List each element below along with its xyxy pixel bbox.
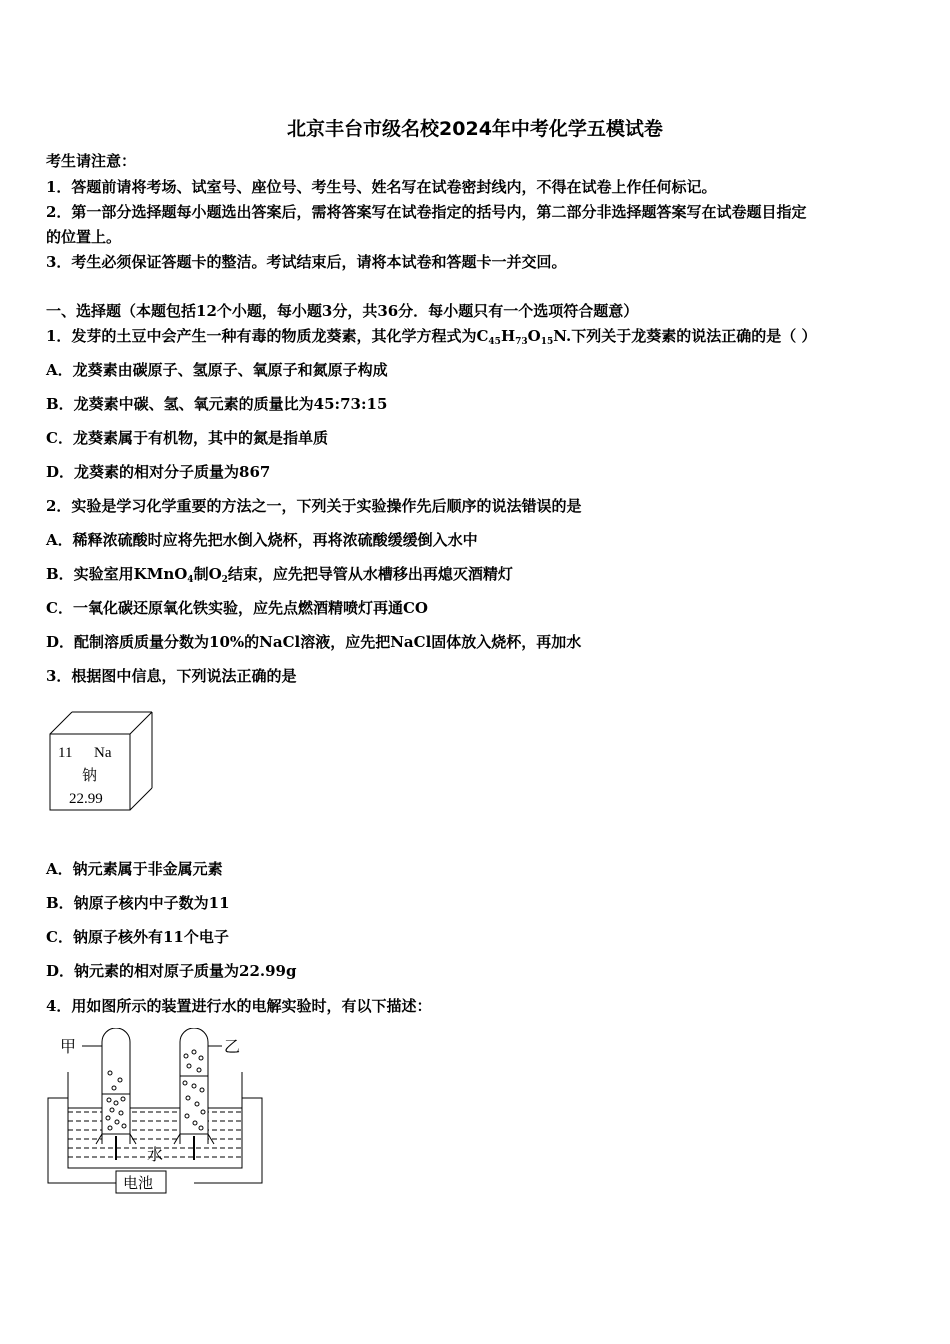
notice-heading: 考生请注意： xyxy=(46,152,137,170)
q3-option-c: C．钠原子核外有11个电子 xyxy=(46,928,229,946)
notice-item-2: 2．第一部分选择题每小题选出答案后，需将答案写在试卷指定的括号内，第二部分非选择题答案写在试卷题目指定 xyxy=(46,203,807,221)
q2-option-d: D．配制溶质质量分数为10%的NaCl溶液，应先把NaCl固体放入烧杯，再加水 xyxy=(46,633,582,651)
q4-stem: 4．用如图所示的装置进行水的电解实验时，有以下描述： xyxy=(46,997,432,1015)
battery-label: 电池 xyxy=(123,1174,154,1192)
q3-option-b: B．钠原子核内中子数为11 xyxy=(46,894,230,912)
q1-option-a: A．龙葵素由碳原子、氢原子、氧原子和氮原子构成 xyxy=(46,361,388,379)
q3-option-a: A．钠元素属于非金属元素 xyxy=(46,860,223,878)
q2-option-a: A．稀释浓硫酸时应将先把水倒入烧杯，再将浓硫酸缓缓倒入水中 xyxy=(46,531,478,549)
element-atomic-mass: 22.99 xyxy=(69,791,103,807)
water-label: 水 xyxy=(147,1145,164,1164)
q2-option-b: B．实验室用KMnO$_4$制$O_2$结束，应先把导管从水槽移出再熄灭酒精灯 xyxy=(46,565,513,585)
left-tube-label: 甲 xyxy=(60,1037,77,1056)
element-name: 钠 xyxy=(82,768,98,784)
notice-item-1: 1．答题前请将考场、试室号、座位号、考生号、姓名写在试卷密封线内，不得在试卷上作任何标记。 xyxy=(46,178,717,196)
q3-stem: 3．根据图中信息，下列说法正确的是 xyxy=(46,667,297,685)
q2-stem: 2．实验是学习化学重要的方法之一，下列关于实验操作先后顺序的说法错误的是 xyxy=(46,497,582,515)
notice-item-2-cont: 的位置上。 xyxy=(46,228,122,246)
sodium-element-card xyxy=(44,708,159,816)
section-heading: 一、选择题（本题包括12个小题，每小题3分，共36分．每小题只有一个选项符合题意） xyxy=(46,302,639,320)
exam-title: 北京丰台市级名校2024年中考化学五模试卷 xyxy=(287,118,663,140)
element-atomic-number: 11 xyxy=(58,745,73,761)
right-tube-label: 乙 xyxy=(224,1037,241,1056)
q1-stem: 1．发芽的土豆中会产生一种有毒的物质龙葵素，其化学方程式为$C_{45}H_{73}O_{15}N$.下列关于龙葵素的说法正确的是（ ） xyxy=(46,327,817,347)
q1-option-c: C．龙葵素属于有机物，其中的氮是指单质 xyxy=(46,429,328,447)
q2-option-c: C．一氧化碳还原氧化铁实验，应先点燃酒精喷灯再通CO xyxy=(46,599,428,617)
q3-option-d: D．钠元素的相对原子质量为22.99g xyxy=(46,962,297,980)
element-symbol: Na xyxy=(94,745,112,761)
notice-item-3: 3．考生必须保证答题卡的整洁。考试结束后，请将本试卷和答题卡一并交回。 xyxy=(46,253,567,271)
q1-option-b: B．龙葵素中碳、氢、氧元素的质量比为45:73:15 xyxy=(46,395,388,413)
electrolysis-apparatus xyxy=(44,1028,269,1200)
q1-option-d: D．龙葵素的相对分子质量为867 xyxy=(46,463,271,481)
